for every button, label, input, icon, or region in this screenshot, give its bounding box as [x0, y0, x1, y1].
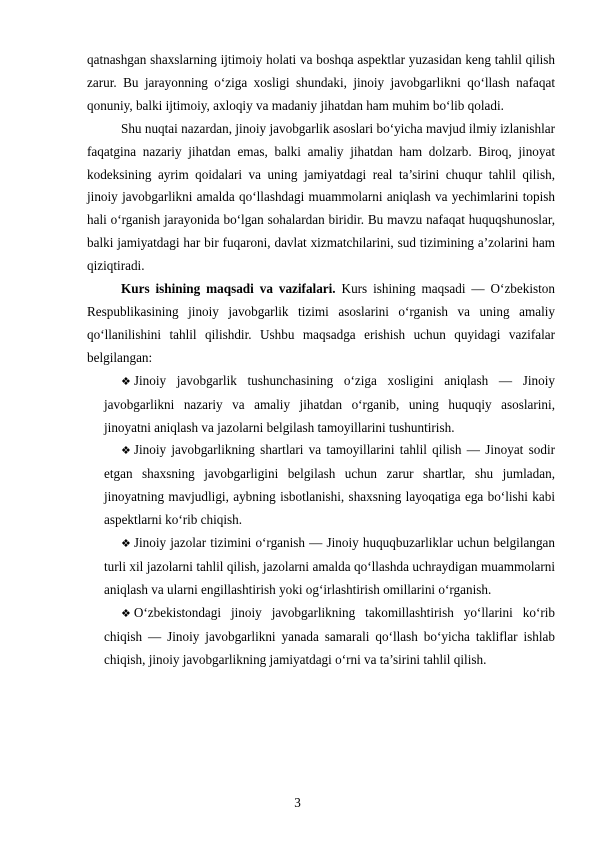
list-item-text: O‘zbekistondagi jinoiy javobgarlikning takomillashtirish yo‘llarini ko‘rib chiqish — Jinoiy javobgarlikni yanada samarali qo‘llash bo‘yicha takliflar ishlab chiqish, jinoiy javobgarlikning jamiyatdagi o‘rni va ta’sirini tahlil qilish.	[104, 604, 555, 667]
goals-text: Kurs ishining maqsadi — O‘zbekiston Respublikasining jinoiy javobgarlik tizimi asoslarini o‘rganish va uning amaliy qo‘llanilishini tahlil qilishdir. Ushbu maqsadga erishish uchun quyidagi vazifalar belgilangan:	[87, 281, 555, 365]
diamond-bullet-icon: ❖	[121, 538, 131, 551]
tasks-list	[87, 370, 555, 672]
list-item	[104, 439, 555, 532]
list-item	[104, 602, 555, 672]
section-heading-goals: Kurs ishining maqsadi va vazifalari.	[121, 281, 336, 297]
list-item-text: Jinoiy jazolar tizimini o‘rganish — Jinoiy huquqbuzarliklar uchun belgilangan turli xil jazolarni tahlil qilish, jazolarni amalda qo‘llashda uchraydigan muammolarni aniqlash va ularni engillashtirish yoki og‘irlashtirish omillarini o‘rganish.	[104, 535, 555, 597]
list-item	[104, 370, 555, 440]
document-body	[87, 49, 555, 671]
list-item-text: Jinoiy javobgarlik tushunchasining o‘ziga xosligini aniqlash — Jinoiy javobgarlikni nazariy va amaliy jihatdan o‘rganib, uning huquqiy asoslarini, jinoyatni aniqlash va jazolarni belgilash tamoyillarini tushuntirish.	[104, 372, 555, 435]
diamond-bullet-icon: ❖	[121, 445, 131, 458]
list-item-text: Jinoiy javobgarlikning shartlari va tamoyillarini tahlil qilish — Jinoyat sodir etgan shaxsning javobgarligini belgilash uchun zarur shartlar, shu jumladan, jinoyatning mavjudligi, aybning isbotlanishi, shaxsning layoqatiga ega bo‘lishi kabi aspektlarni ko‘rib chiqish.	[104, 442, 555, 528]
paragraph-relevance: Shu nuqtai nazardan, jinoiy javobgarlik asoslari bo‘yicha mavjud ilmiy izlanishlar faqatgina nazariy jihatdan emas, balki amaliy jihatdan ham dolzarb. Biroq, jinoyat kodeksining ayrim qoidalari va uning jamiyatdagi real ta’sirini chuqur tahlil qilish, jinoiy javobgarlikni amalda qo‘llashdagi muammolarni aniqlash va yechimlarini topish hali o‘rganish jarayonida bo‘lgan sohalardan biridir. Bu mavzu nafaqat huquqshunoslar, balki jamiyatdagi har bir fuqaroni, davlat xizmatchilarini, sud tizimining a’zolarini ham qiziqtiradi.	[87, 120, 555, 274]
diamond-bullet-icon: ❖	[121, 607, 131, 620]
page-number: 3	[294, 795, 301, 810]
paragraph-intro-continuation: qatnashgan shaxslarning ijtimoiy holati va boshqa aspektlar yuzasidan keng tahlil qilish zarur. Bu jarayonning o‘ziga xosligi shundaki, jinoiy javobgarlikni qo‘llash nafaqat qonuniy, balki ijtimoiy, axloqiy va madaniy jihatdan ham muhim bo‘lib qoladi.	[87, 52, 555, 113]
diamond-bullet-icon: ❖	[121, 375, 131, 388]
list-item	[104, 532, 555, 602]
paragraph-goals	[87, 278, 555, 370]
